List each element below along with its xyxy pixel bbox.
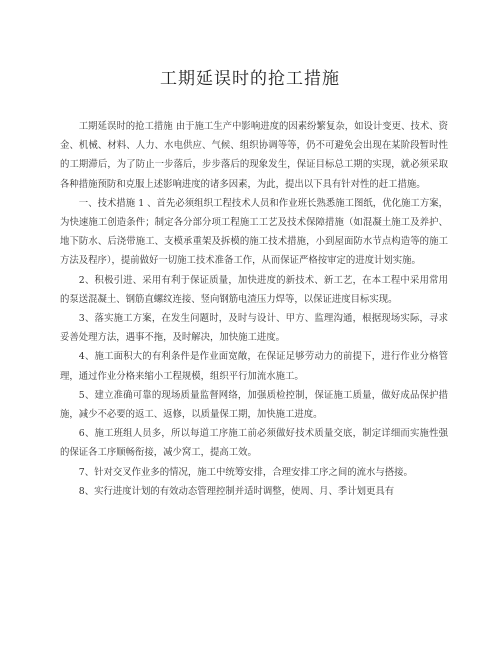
paragraph-measure-2: 2、积极引进、采用有利于保证质量，加快进度的新技术、新工艺，在本工程中采用常用的泵送混凝土、钢筋直螺纹连接、竖向钢筋电渣压力焊等，以保证进度目标实现。 (60, 274, 448, 305)
paragraph-technical-measure-1: 一、技术措施 1 、首先必须组织工程技术人员和作业班长熟悉施工图纸，优化施工方案，为快速施工创造条件；制定各分部分项工程施工工艺及技术保障措施（如混凝土施工及养护、地下防水、后浇带施工、支模承重架及拆模的施工技术措施，小到屋面防水节点构造等的施工方法及程序），提前做好一切施工技术准备工作，从而保证严格按审定的进度计划实施。 (60, 197, 448, 267)
document-title: 工期延误时的抢工措施 (160, 69, 340, 89)
paragraph-measure-7: 7、针对交叉作业多的情况，施工中统筹安排，合理安排工序之间的流水与搭接。 (78, 466, 413, 478)
paragraph-measure-3: 3、落实施工方案，在发生问题时，及时与设计、甲方、监理沟通，根据现场实际，寻求妥善处理方法，遇事不拖，及时解决，加快施工进度。 (60, 313, 448, 344)
document-body (60, 117, 448, 501)
paragraph-measure-5: 5、建立准确可靠的现场质量监督网络，加强质检控制，保证施工质量，做好成品保护措施，减少不必要的返工、返修，以质量保工期，加快施工进度。 (60, 389, 448, 421)
paragraph-measure-4: 4、施工面积大的有利条件是作业面宽敞，在保证足够劳动力的前提下，进行作业分格管理，通过作业分格来缩小工程规模，组织平行加流水施工。 (60, 351, 448, 382)
paragraph-measure-6: 6、施工班组人员多，所以每道工序施工前必须做好技术质量交底，制定详细而实施性强的保证各工序顺畅衔接，减少窝工，提高工效。 (60, 428, 448, 459)
paragraph-intro: 工期延误时的抢工措施 由于施工生产中影响进度的因素纷繁复杂，如设计变更、技术、资金、机械、材料、人力、水电供应、气候、组织协调等等，仍不可避免会出现在某阶段暂时性的工期滞后，为了防止一步落后，步步落后的现象发生，保证目标总工期的实现，就必须采取各种措施预防和克服上述影响进度的诸多因素，为此，提出以下具有针对性的赶工措施。 (60, 121, 448, 190)
paragraph-measure-8: 8、实行进度计划的有效动态管理控制并适时调整，使周、月、季计划更具有 (78, 485, 395, 497)
